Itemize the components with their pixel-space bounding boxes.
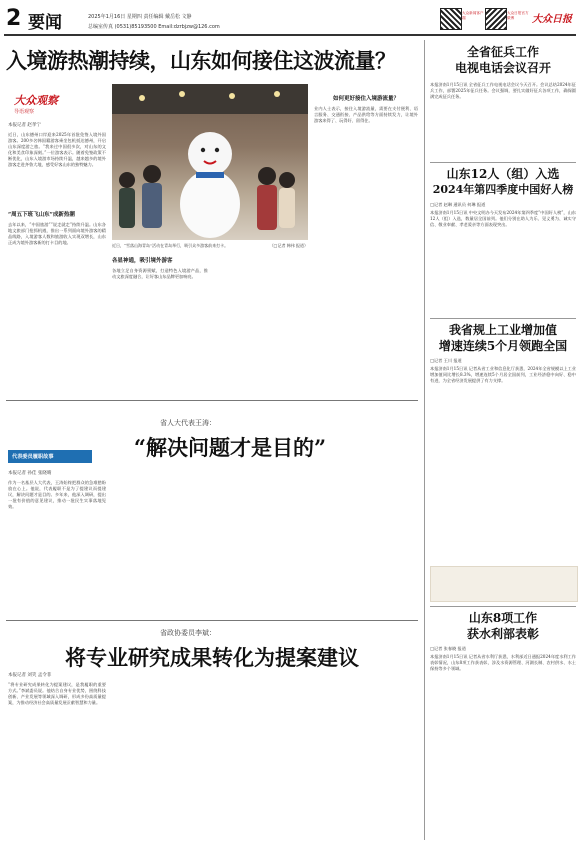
story2-title-line1: 山东12人（组）入选 [446,167,560,181]
column-sub: 导语观察 [14,109,35,115]
lead-subhead-1: “周五下班飞山东”成新热潮 [8,212,75,218]
story4-title-line1: 山东8项工作 [468,611,538,625]
story3-body: 本报济南1月15日讯 记者从省工业和信息化厅获悉，2024年全省规模以上工业增加值同比增长8.3%，增速连续5个月居全国前列，工业经济稳中向好、稳中有进，为全省经济发展提供了有力支撑。 [430,366,576,383]
page-number: 2 [6,6,22,31]
interview-title: “解决问题才是目的” [133,435,327,460]
lead-headline: 入境游热潮持续，山东如何接住这波流量？ [6,49,396,73]
contact-line: 总编室传真 (0531)85193500 Email:dzrbjzw@126.com [88,24,220,30]
column-brand: 大众观察 [14,94,58,107]
lead-photo [112,84,308,240]
story4-title [430,610,576,642]
proposal-body: “将专业研究成果转化为提案建议，是我履职的重要方式。”李斌委员说。他结合自身专业优势，围绕科技创新、产业发展等领域深入调研，形成多份高质量提案，为推动经济社会高质量发展贡献智慧和力量。 [8,682,106,705]
header-rule [4,34,576,36]
story1-body: 本报济南1月15日讯 全省征兵工作电视电话会议今天召开。会议总结2024年征兵工作，部署2025年征兵任务。会议强调，要扎实做好征兵各项工作，确保圆满完成征兵任务。 [430,82,576,99]
interview-kicker: 省人大代表王涛： [160,419,216,427]
interview-body-col3 [214,466,310,614]
lead-subhead-2: 如何更好接住入境游流量？ [332,96,399,102]
interview-body-col4 [316,466,418,614]
story4-reporter: □记者 张春晓 报道 [430,646,466,651]
lead-body-3: 业内人士表示，接住入境游流量，需要在支付便利、语言服务、交通衔接、产品供给等方面持续发力，让境外游客来得了、玩得好、留得住。 [314,106,418,123]
lead-body-2: 去年以来，“中国旅游”“说走就走”持续升温。山东各地文旅部门抢抓机遇，推出一系列面向境外游客的精品线路，入境游客人数和旅游收入实现双增长，山东正成为境外游客新的打卡目的地。 [8,222,106,245]
column-logo [14,92,70,115]
right-column-separator [424,40,425,840]
section-title: 要闻 [28,13,62,33]
story2-rule [430,318,576,319]
lead-bottom-rule [6,400,418,401]
story1-title-line2: 电视电话会议召开 [454,61,551,75]
story3-title [430,322,576,354]
interview-bottom-rule [6,620,418,621]
proposal-kicker: 省政协委员李斌： [160,629,216,637]
photo-credit: （□记者 韩伟 报道） [269,243,308,248]
story3-reporter: □记者 王川 报道 [430,358,462,363]
story3-title-line1: 我省规上工业增加值 [448,323,557,337]
story2-body: 本报济南1月15日讯 中央文明办今天发布2024年第四季度“中国好人榜”，山东12人（组）入选，数量居全国前列。他们分别在助人为乐、见义勇为、诚实守信、敬业奉献、孝老爱亲等方面表现突出。 [430,210,576,227]
qr-label-2: 大众日报官方微博 [507,11,529,20]
column-tag-label: 代表委员履职故事 [12,454,54,460]
story2-title [430,166,576,198]
story2-reporter: □记者 赵琳 通讯员 何琳 报道 [430,202,486,207]
proposal-body-col2 [112,672,208,842]
brand-logo: 大众日报 [532,14,572,25]
proposal-body-col3 [214,672,310,842]
lead-body-4b [212,268,308,394]
story3-title-line2: 增速连续5个月领跑全国 [438,339,568,353]
story3-chart-placeholder [430,566,578,602]
story4-body: 本报济南1月15日讯 记者从省水利厅获悉，水利部近日通报2024年度水利工作表彰情况，山东8项工作获表彰，涉及水资源管理、河湖长制、农村供水、水土保持等多个领域。 [430,654,576,671]
lead-body-1: 近日，山东德州口岸迎来2025年首批免签入境外国游客。200多名韩国籍游客乘坐包机抵达德州，开启山东深度游之旅。“我来过中国很多次，对山东的文化和美食印象深刻。”一位游客表示。随着免签政策不断优化，山东入境游市场持续升温，越来越多的境外游客走进齐鲁大地，感受好客山东的独特魅力。 [8,132,106,167]
interview-body: 作为一名基层人大代表，王涛始终把群众的急难愁盼放在心上。他说，代表履职不是为了提建议而提建议，解决问题才是目的。多年来，他深入调研，提出一批有价值的意见建议，推动一批民生实事落地见效。 [8,480,106,509]
proposal-body-col4 [316,672,418,842]
page-header [0,0,580,36]
photo-caption: 近日，“雪落山海青岛”活动在青岛举行，吸引众多游客前来打卡。 [112,243,229,248]
lead-reporter: 本报记者 赵孝宁 [8,123,41,128]
story3-rule [430,606,576,607]
lead-subhead-3: 各显神通，吸引境外游客 [112,258,173,264]
date-line: 2025年1月16日 星期四 责任编辑 戴岳松 文静 [88,14,192,20]
proposal-title: 将专业研究成果转化为提案建议 [65,645,359,670]
column-tag [8,450,92,463]
story1-title-line1: 全省征兵工作 [466,45,539,59]
qr-label-1: 大众新闻客户端 [462,11,484,20]
story1-title [430,44,576,76]
lead-body-4: 各地立足自身资源禀赋，打造特色入境游产品，推动文旅深度融合，让好客山东品牌更加响亮。 [112,268,208,279]
interview-body-col2 [112,466,208,614]
story2-title-line2: 2024年第四季度中国好人榜 [432,183,574,196]
story1-rule [430,162,576,163]
interview-reporter: 本报记者 孙佳 张晓晴 [8,471,52,476]
story4-title-line2: 获水利部表彰 [466,627,539,641]
qr-code-2 [485,8,507,30]
qr-code-1 [440,8,462,30]
proposal-reporter: 本报记者 刘笑 孟令菲 [8,673,52,678]
lead-photo-illustration [112,84,308,240]
